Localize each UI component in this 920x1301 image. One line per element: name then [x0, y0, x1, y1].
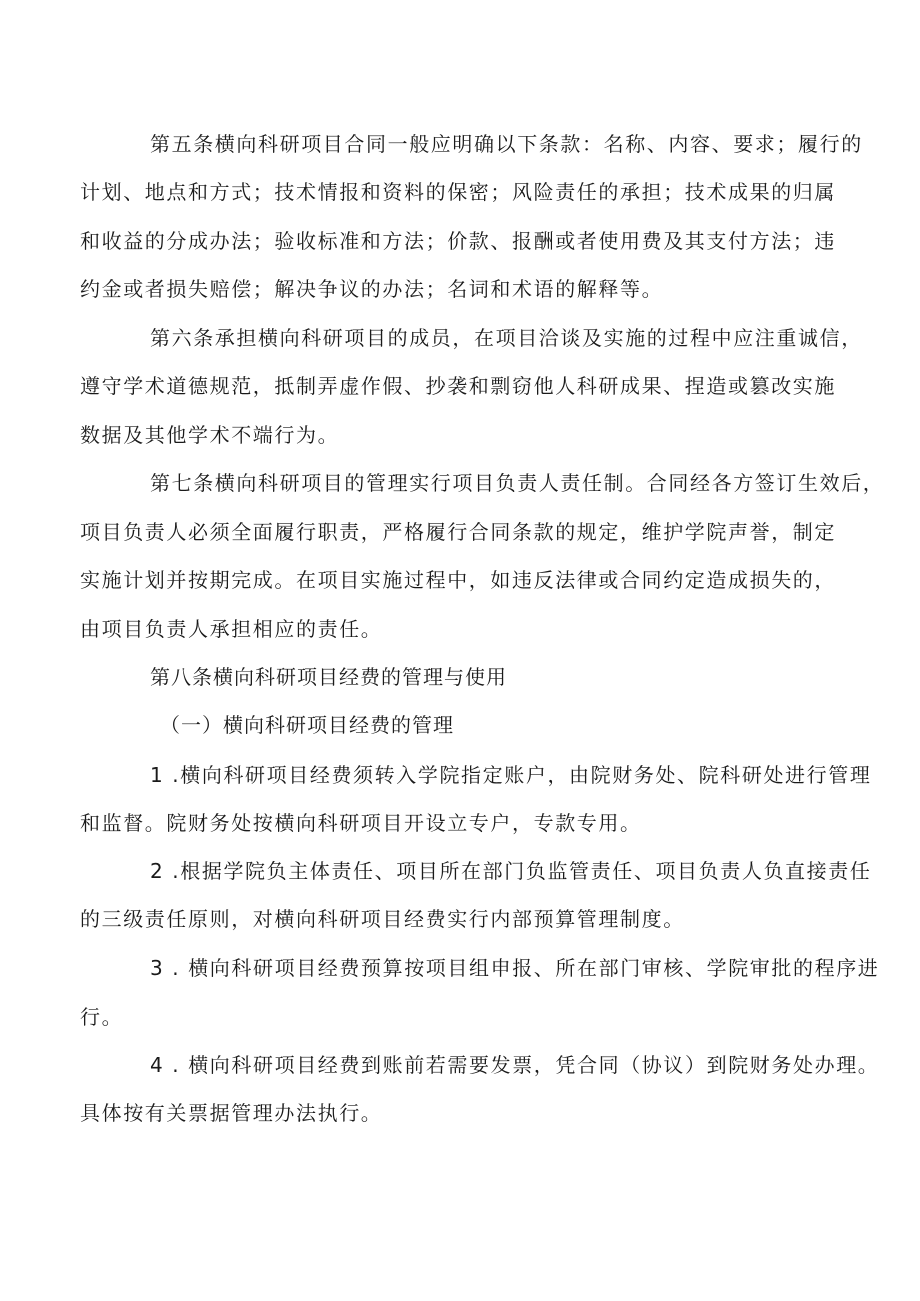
article-6-line-3: 数据及其他学术不端行为。 [80, 423, 340, 447]
article-5-line-3: 和收益的分成办法；验收标准和方法；价款、报酬或者使用费及其支付方法；违 [80, 229, 836, 253]
item-1-line-1: 1 .横向科研项目经费须转入学院指定账户，由院财务处、院科研处进行管理 [150, 763, 872, 787]
item-4-line-1: 4 . 横向科研项目经费到账前若需要发票，凭合同（协议）到院财务处办理。 [150, 1053, 880, 1077]
article-5-line-2: 计划、地点和方式；技术情报和资料的保密；风险责任的承担；技术成果的归属 [80, 180, 836, 204]
item-3-line-2: 行。 [80, 1005, 124, 1029]
item-2-line-2: 的三级责任原则，对横向科研项目经费实行内部预算管理制度。 [80, 907, 685, 931]
article-6-line-1: 第六条承担横向科研项目的成员，在项目洽谈及实施的过程中应注重诚信， [150, 326, 863, 350]
article-5-line-1: 第五条横向科研项目合同一般应明确以下条款：名称、内容、要求；履行的 [150, 132, 863, 156]
article-7-line-3: 实施计划并按期完成。在项目实施过程中，如违反法律或合同约定造成损失的， [80, 568, 836, 592]
item-3-line-1: 3 . 横向科研项目经费预算按项目组申报、所在部门审核、学院审批的程序进 [150, 956, 880, 980]
article-7-line-1: 第七条横向科研项目的管理实行项目负责人责任制。合同经各方签订生效后， [150, 471, 885, 495]
article-7-line-4: 由项目负责人承担相应的责任。 [80, 617, 383, 641]
article-7-line-2: 项目负责人必须全面履行职责，严格履行合同条款的规定，维护学院声誉，制定 [80, 520, 836, 544]
article-5-line-4: 约金或者损失赔偿；解决争议的办法；名词和术语的解释等。 [80, 277, 664, 301]
article-6-line-2: 遵守学术道德规范，抵制弄虚作假、抄袭和剽窃他人科研成果、捏造或篡改实施 [80, 374, 836, 398]
item-1-line-2: 和监督。院财务处按横向科研项目开设立专户，专款专用。 [80, 811, 642, 835]
item-4-line-2: 具体按有关票据管理办法执行。 [80, 1101, 383, 1125]
section-1-subheading: （一）横向科研项目经费的管理 [160, 713, 454, 737]
article-8-heading: 第八条横向科研项目经费的管理与使用 [150, 665, 507, 689]
item-2-line-1: 2 .根据学院负主体责任、项目所在部门负监管责任、项目负责人负直接责任 [150, 859, 872, 883]
